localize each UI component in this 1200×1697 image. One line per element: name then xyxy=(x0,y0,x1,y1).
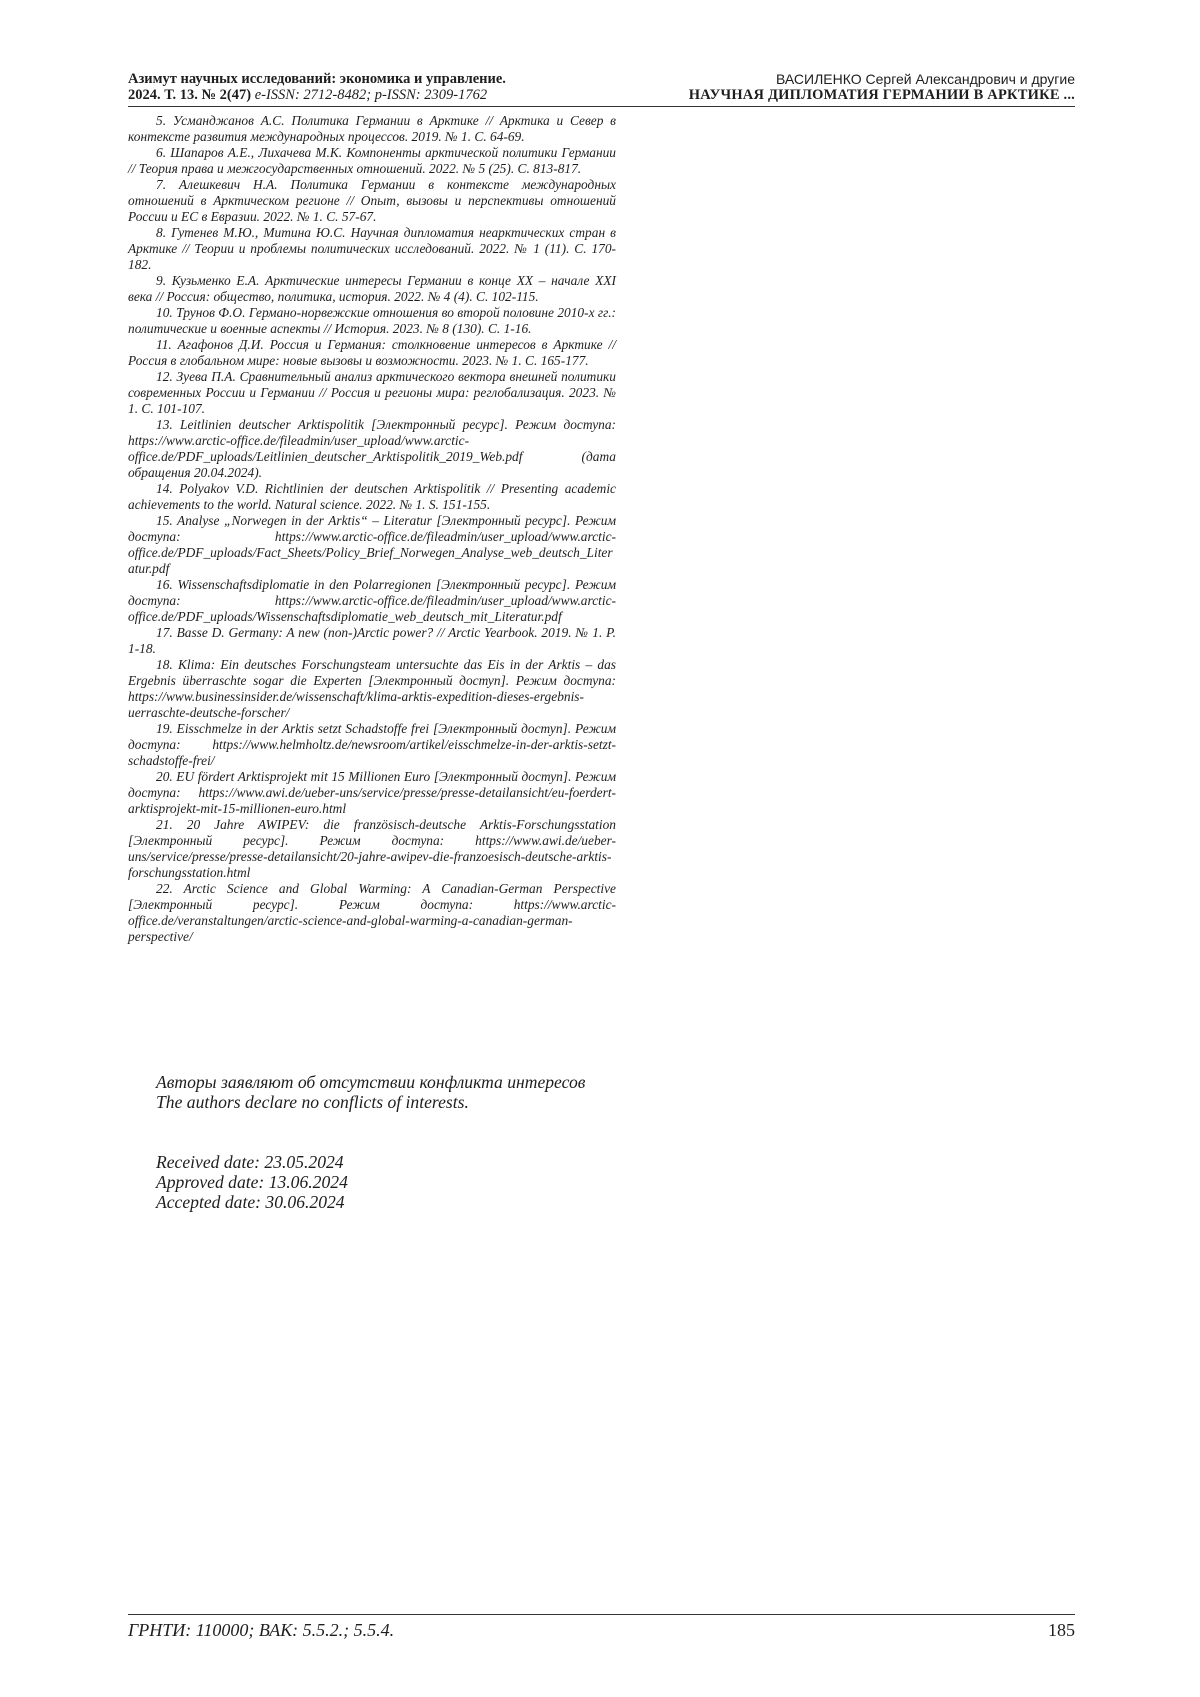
reference-item: 20. EU fördert Arktisprojekt mit 15 Millionen Euro [Электронный доступ]. Режим доступа: https://www.awi.de/ueber-uns/service/presse/presse-detailansicht/eu-foerdert-arktisprojekt-mit-15-millionen-euro.html xyxy=(128,769,616,816)
article-header xyxy=(555,71,1075,103)
reference-item: 16. Wissenschaftsdiplomatie in den Polarregionen [Электронный ресурс]. Режим доступа: https://www.arctic-office.de/fileadmin/user_upload/www.arctic-office.de/PDF_uploads/Wissenschaftsdiplomatie_web_deutsch_mit_Literatur.pdf xyxy=(128,577,616,624)
accepted-date: Accepted date: 30.06.2024 xyxy=(156,1192,345,1212)
reference-item: 6. Шапаров А.Е., Лихачева М.К. Компоненты арктической политики Германии // Теория права и межгосударственных отношений. 2022. № 5 (25). С. 813-817. xyxy=(128,145,616,176)
classification-codes: ГРНТИ: 110000; ВАК: 5.5.2.; 5.5.4. xyxy=(128,1620,395,1640)
conflict-statement-en: The authors declare no conflicts of interests. xyxy=(156,1092,469,1112)
journal-issue: 2024. Т. 13. № 2(47) xyxy=(128,87,252,103)
reference-item: 7. Алешкевич Н.А. Политика Германии в контексте международных отношений в Арктическом регионе // Опыт, вызовы и перспективы отношений России и ЕС в Евразии. 2022. № 1. С. 57-67. xyxy=(128,177,616,224)
article-authors: ВАСИЛЕНКО Сергей Александрович и другие xyxy=(776,71,1075,87)
journal-issn: e-ISSN: 2712-8482; p-ISSN: 2309-1762 xyxy=(254,87,488,103)
reference-item: 15. Analyse „Norwegen in der Arktis“ – Literatur [Электронный ресурс]. Режим доступа: https://www.arctic-office.de/fileadmin/user_upload/www.arctic-office.de/PDF_uploads/Fact_Sheets/Policy_Brief_Norwegen_Analyse_web_deutsch_Literatur.pdf xyxy=(128,513,616,576)
reference-item: 8. Гутенев М.Ю., Митина Ю.С. Научная дипломатия неарктических стран в Арктике // Теории и проблемы политических исследований. 2022. № 1 (11). С. 170-182. xyxy=(128,225,616,272)
reference-item: 5. Усманджанов А.С. Политика Германии в Арктике // Арктика и Север в контексте развития международных процессов. 2019. № 1. С. 64-69. xyxy=(128,113,616,144)
reference-item: 9. Кузьменко Е.А. Арктические интересы Германии в конце XX – начале XXI века // Россия: общество, политика, история. 2022. № 4 (4). С. 102-115. xyxy=(128,273,616,304)
footer-divider xyxy=(128,1614,1075,1615)
reference-item: 17. Basse D. Germany: A new (non-)Arctic power? // Arctic Yearbook. 2019. № 1. P. 1-18. xyxy=(128,625,616,656)
header-divider xyxy=(128,106,1075,107)
reference-item: 13. Leitlinien deutscher Arktispolitik [Электронный ресурс]. Режим доступа: https://www.arctic-office.de/fileadmin/user_upload/www.arctic-office.de/PDF_uploads/Leitlinien_deutscher_Arktispolitik_2019_Web.pdf (дата обращения 20.04.2024). xyxy=(128,417,616,480)
reference-item: 21. 20 Jahre AWIPEV: die französisch-deutsche Arktis-Forschungsstation [Электронный ресурс]. Режим доступа: https://www.awi.de/ueber-uns/service/presse/presse-detailansicht/20-jahre-awipev-die-franzoesisch-deutsche-arktis-forschungsstation.html xyxy=(128,817,616,880)
reference-item: 14. Polyakov V.D. Richtlinien der deutschen Arktispolitik // Presenting academic achievements to the world. Natural science. 2022. № 1. S. 151-155. xyxy=(128,481,616,512)
reference-item: 12. Зуева П.А. Сравнительный анализ арктического вектора внешней политики современных России и Германии // Россия и регионы мира: реглобализация. 2023. № 1. С. 101-107. xyxy=(128,369,616,416)
approved-date: Approved date: 13.06.2024 xyxy=(156,1172,348,1192)
reference-item: 22. Arctic Science and Global Warming: A Canadian-German Perspective [Электронный ресурс]. Режим доступа: https://www.arctic-office.de/veranstaltungen/arctic-science-and-global-warming-a-canadian-german-perspective/ xyxy=(128,881,616,944)
reference-item: 10. Трунов Ф.О. Германо-норвежские отношения во второй половине 2010-х гг.: политические и военные аспекты // История. 2023. № 8 (130). С. 1-16. xyxy=(128,305,616,336)
conflict-statement xyxy=(128,1072,616,1112)
article-dates xyxy=(156,1152,348,1212)
reference-item: 11. Агафонов Д.И. Россия и Германия: столкновение интересов в Арктике // Россия в глобальном мире: новые вызовы и возможности. 2023. № 1. С. 165-177. xyxy=(128,337,616,368)
conflict-statement-ru: Авторы заявляют об отсутствии конфликта интересов xyxy=(156,1072,586,1092)
received-date: Received date: 23.05.2024 xyxy=(156,1152,344,1172)
reference-item: 18. Klima: Ein deutsches Forschungsteam untersuchte das Eis in der Arktis – das Ergebnis überraschte sogar die Experten [Электронный доступ]. Режим доступа: https://www.businessinsider.de/wissenschaft/klima-arktis-expedition-dieses-ergebnis-uerraschte-deutsche-forscher/ xyxy=(128,657,616,720)
reference-list xyxy=(128,113,616,945)
article-title: НАУЧНАЯ ДИПЛОМАТИЯ ГЕРМАНИИ В АРКТИКЕ ... xyxy=(688,87,1075,103)
reference-item: 19. Eisschmelze in der Arktis setzt Schadstoffe frei [Электронный доступ]. Режим доступа: https://www.helmholtz.de/newsroom/artikel/eisschmelze-in-der-arktis-setzt-schadstoffe-frei/ xyxy=(128,721,616,768)
journal-title: Азимут научных исследований: экономика и управление. xyxy=(128,71,506,87)
page-number: 185 xyxy=(1048,1620,1075,1640)
